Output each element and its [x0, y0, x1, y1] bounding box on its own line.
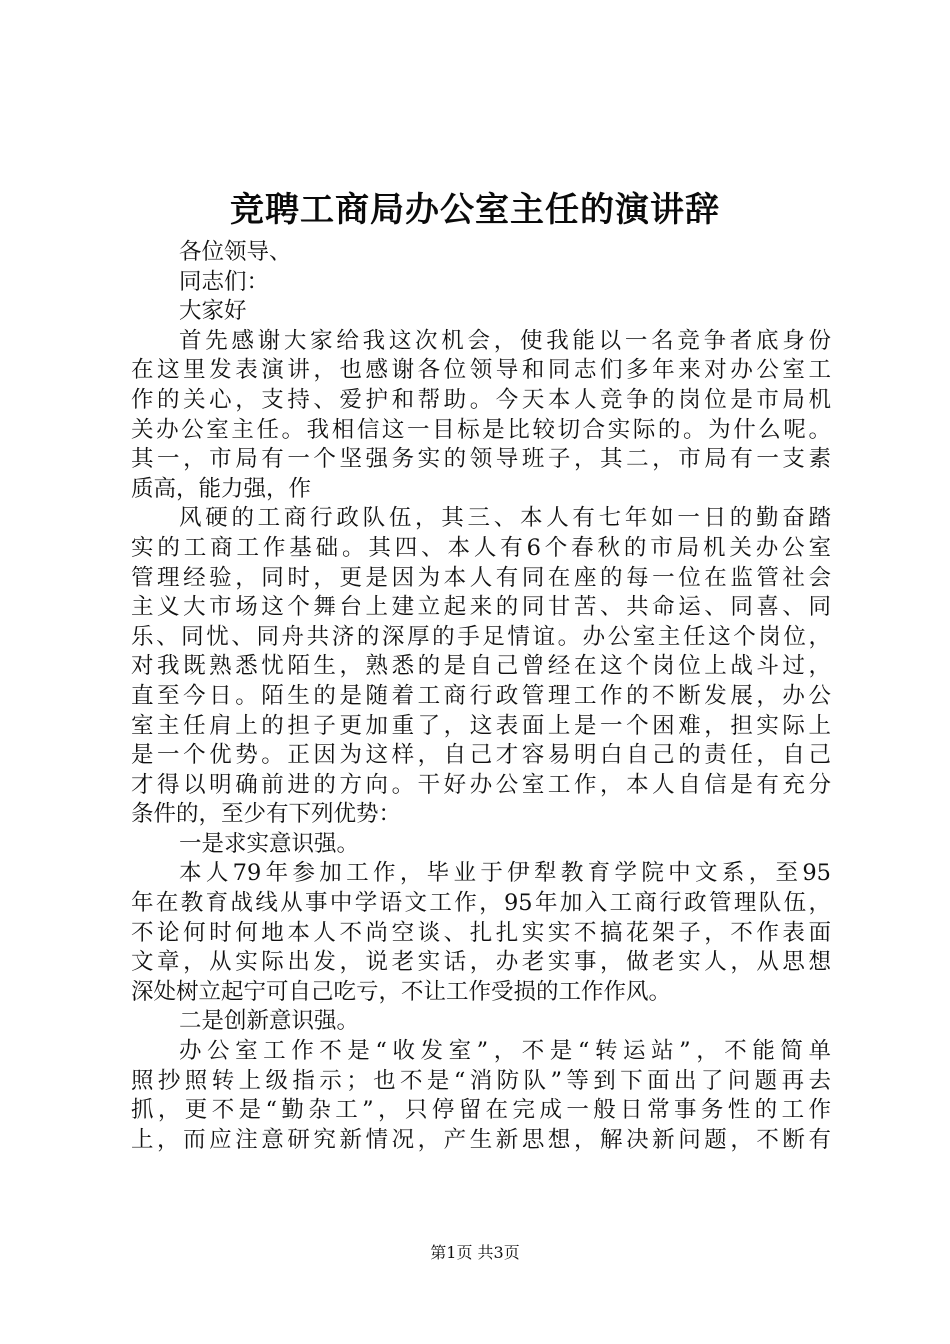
body-line: 首先感谢大家给我这次机会，使我能以一名竞争者底身份 — [179, 327, 831, 354]
body-line: 直至今日。陌生的是随着工商行政管理工作的不断发展，办公 — [131, 682, 831, 709]
page-footer: 第1页 共3页 — [430, 1243, 520, 1262]
body-line: 其一，市局有一个坚强务实的领导班子，其二，市局有一支素 — [131, 446, 831, 473]
body-line: 风硬的工商行政队伍，其三、本人有七年如一日的勤奋踏 — [179, 505, 831, 532]
body-line: 管理经验，同时，更是因为本人有同在座的每一位在监管社会 — [131, 564, 831, 591]
body-line: 深处树立起宁可自己吃亏，不让工作受损的工作作风。 — [131, 978, 672, 1005]
body-line: 主义大市场这个舞台上建立起来的同甘苦、共命运、同喜、同 — [131, 594, 831, 621]
body-line: 乐、同忧、同舟共济的深厚的手足情谊。办公室主任这个岗位， — [131, 623, 831, 650]
body-line: 文章，从实际出发，说老实话，办老实事，做老实人，从思想 — [131, 949, 831, 976]
body-line: 在这里发表演讲，也感谢各位领导和同志们多年来对办公室工 — [131, 357, 831, 384]
body-line: 才得以明确前进的方向。干好办公室工作，本人自信是有充分 — [131, 771, 831, 798]
body-line: 上，而应注意研究新情况，产生新思想，解决新问题，不断有 — [131, 1126, 831, 1153]
body-line: 条件的，至少有下列优势： — [131, 801, 402, 828]
salutation-line: 同志们： — [179, 268, 270, 295]
body-line: 是一个优势。正因为这样，自己才容易明白自己的责任，自己 — [131, 742, 831, 769]
greeting-line: 大家好 — [179, 298, 247, 325]
body-line: 实的工商工作基础。其四、本人有6个春秋的市局机关办公室 — [131, 534, 831, 561]
body-line: 照抄照转上级指示；也不是“消防队”等到下面出了问题再去 — [131, 1067, 831, 1094]
salutation-line: 各位领导、 — [179, 239, 292, 265]
section-heading: 一是求实意识强。 — [179, 830, 360, 857]
body-line: 质高，能力强，作 — [131, 475, 312, 502]
document-title: 竞聘工商局办公室主任的演讲辞 — [230, 190, 720, 230]
body-line: 对我既熟悉忧陌生，熟悉的是自己曾经在这个岗位上战斗过， — [131, 653, 831, 680]
body-line: 关办公室主任。我相信这一目标是比较切合实际的。为什么呢。 — [131, 416, 831, 443]
document-body — [131, 238, 831, 1155]
body-line: 年在教育战线从事中学语文工作，95年加入工商行政管理队伍， — [131, 890, 831, 917]
body-line: 作的关心，支持、爱护和帮助。今天本人竞争的岗位是市局机 — [131, 386, 831, 413]
body-line: 不论何时何地本人不尚空谈、扎扎实实不搞花架子，不作表面 — [131, 919, 831, 946]
section-heading: 二是创新意识强。 — [179, 1008, 360, 1035]
body-line: 室主任肩上的担子更加重了，这表面上是一个困难，担实际上 — [131, 712, 831, 739]
body-line: 办公室工作不是“收发室”，不是“转运站”，不能简单 — [179, 1038, 831, 1065]
body-line: 抓，更不是“勤杂工”，只停留在完成一般日常事务性的工作 — [131, 1097, 831, 1124]
body-line: 本人79年参加工作，毕业于伊犁教育学院中文系，至95 — [179, 860, 831, 887]
